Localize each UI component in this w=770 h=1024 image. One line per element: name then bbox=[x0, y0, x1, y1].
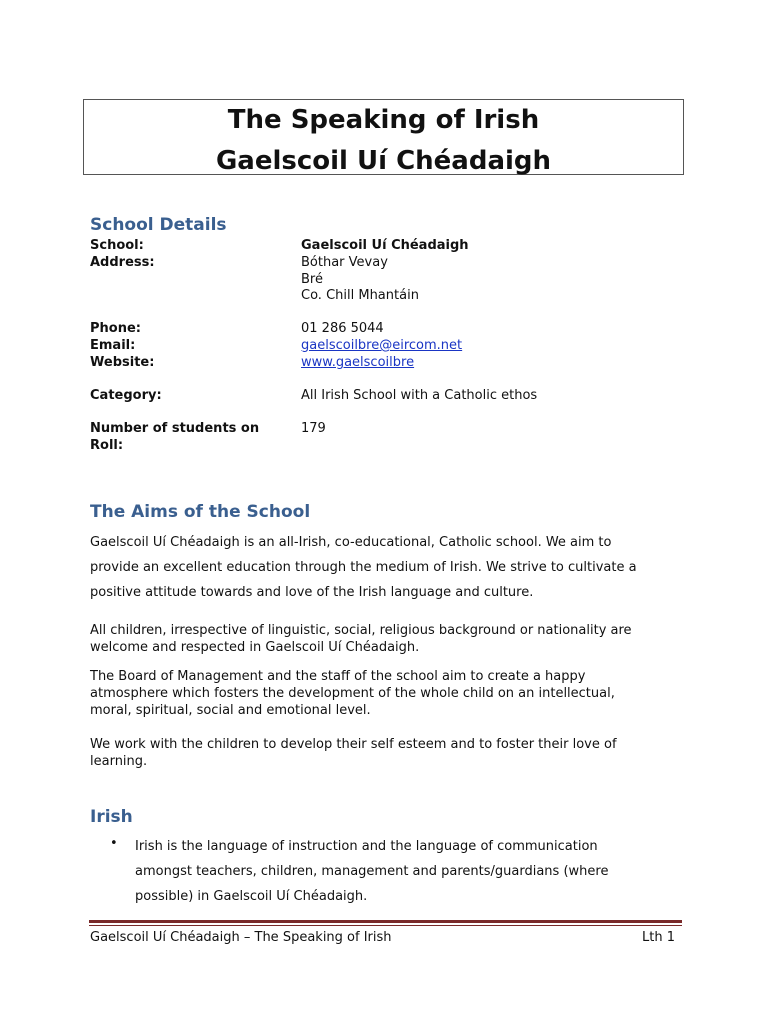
address-line-2: Bré bbox=[301, 272, 323, 287]
school-label: School: bbox=[90, 238, 144, 253]
email-link[interactable]: gaelscoilbre@eircom.net bbox=[301, 338, 463, 353]
students-label-line-2: Roll: bbox=[90, 438, 124, 453]
aims-p1-line-3: positive attitude towards and love of the Irish language and culture. bbox=[90, 585, 534, 600]
title-line-2: Gaelscoil Uí Chéadaigh bbox=[215, 146, 552, 176]
aims-p2-line-2: welcome and respected in Gaelscoil Uí Chéadaigh. bbox=[90, 640, 420, 655]
aims-p1-line-2: provide an excellent education through the medium of Irish. We strive to cultivate a bbox=[90, 560, 637, 575]
students-label-line-1: Number of students on bbox=[90, 421, 260, 436]
students-value: 179 bbox=[301, 421, 326, 436]
phone-value: 01 286 5044 bbox=[301, 321, 384, 336]
address-line-1: Bóthar Vevay bbox=[301, 255, 388, 270]
aims-p3-line-3: moral, spiritual, social and emotional level. bbox=[90, 703, 371, 718]
footer-rule-thin bbox=[89, 925, 682, 926]
email-label: Email: bbox=[90, 338, 136, 353]
phone-label: Phone: bbox=[90, 321, 141, 336]
aims-p3-line-2: atmosphere which fosters the development of the whole child on an intellectual, bbox=[90, 686, 615, 701]
irish-bullet-1 bbox=[135, 834, 690, 909]
category-label: Category: bbox=[90, 388, 162, 403]
footer-page-number: Lth 1 bbox=[642, 930, 675, 945]
address-line-3: Co. Chill Mhantáin bbox=[301, 288, 419, 303]
irish-b1-line-1: Irish is the language of instruction and the language of communication bbox=[135, 839, 598, 854]
title-box bbox=[83, 99, 684, 175]
irish-heading: Irish bbox=[90, 807, 133, 827]
website-label: Website: bbox=[90, 355, 155, 370]
school-value: Gaelscoil Uí Chéadaigh bbox=[301, 238, 469, 253]
footer-rule-thick bbox=[89, 920, 682, 923]
aims-paragraph-4 bbox=[90, 736, 690, 770]
title-line-1: The Speaking of Irish bbox=[227, 105, 540, 135]
aims-p1-line-1: Gaelscoil Uí Chéadaigh is an all-Irish, co-educational, Catholic school. We aim to bbox=[90, 535, 612, 550]
irish-b1-line-3: possible) in Gaelscoil Uí Chéadaigh. bbox=[135, 889, 368, 904]
aims-p3-line-1: The Board of Management and the staff of the school aim to create a happy bbox=[90, 669, 586, 684]
address-label: Address: bbox=[90, 255, 155, 270]
aims-p4-line-2: learning. bbox=[90, 754, 148, 769]
website-link[interactable]: www.gaelscoilbre bbox=[301, 355, 415, 370]
aims-paragraph-3 bbox=[90, 668, 690, 719]
aims-p2-line-1: All children, irrespective of linguistic, social, religious background or nationality are bbox=[90, 623, 632, 638]
irish-b1-line-2: amongst teachers, children, management and parents/guardians (where bbox=[135, 864, 609, 879]
category-value: All Irish School with a Catholic ethos bbox=[301, 388, 538, 403]
school-details-heading: School Details bbox=[90, 215, 227, 235]
bullet-icon: • bbox=[110, 836, 118, 851]
aims-heading: The Aims of the School bbox=[90, 502, 311, 522]
aims-paragraph-1 bbox=[90, 530, 690, 605]
footer-title: Gaelscoil Uí Chéadaigh – The Speaking of Irish bbox=[90, 930, 392, 945]
aims-paragraph-2 bbox=[90, 622, 690, 656]
aims-p4-line-1: We work with the children to develop their self esteem and to foster their love of bbox=[90, 737, 617, 752]
